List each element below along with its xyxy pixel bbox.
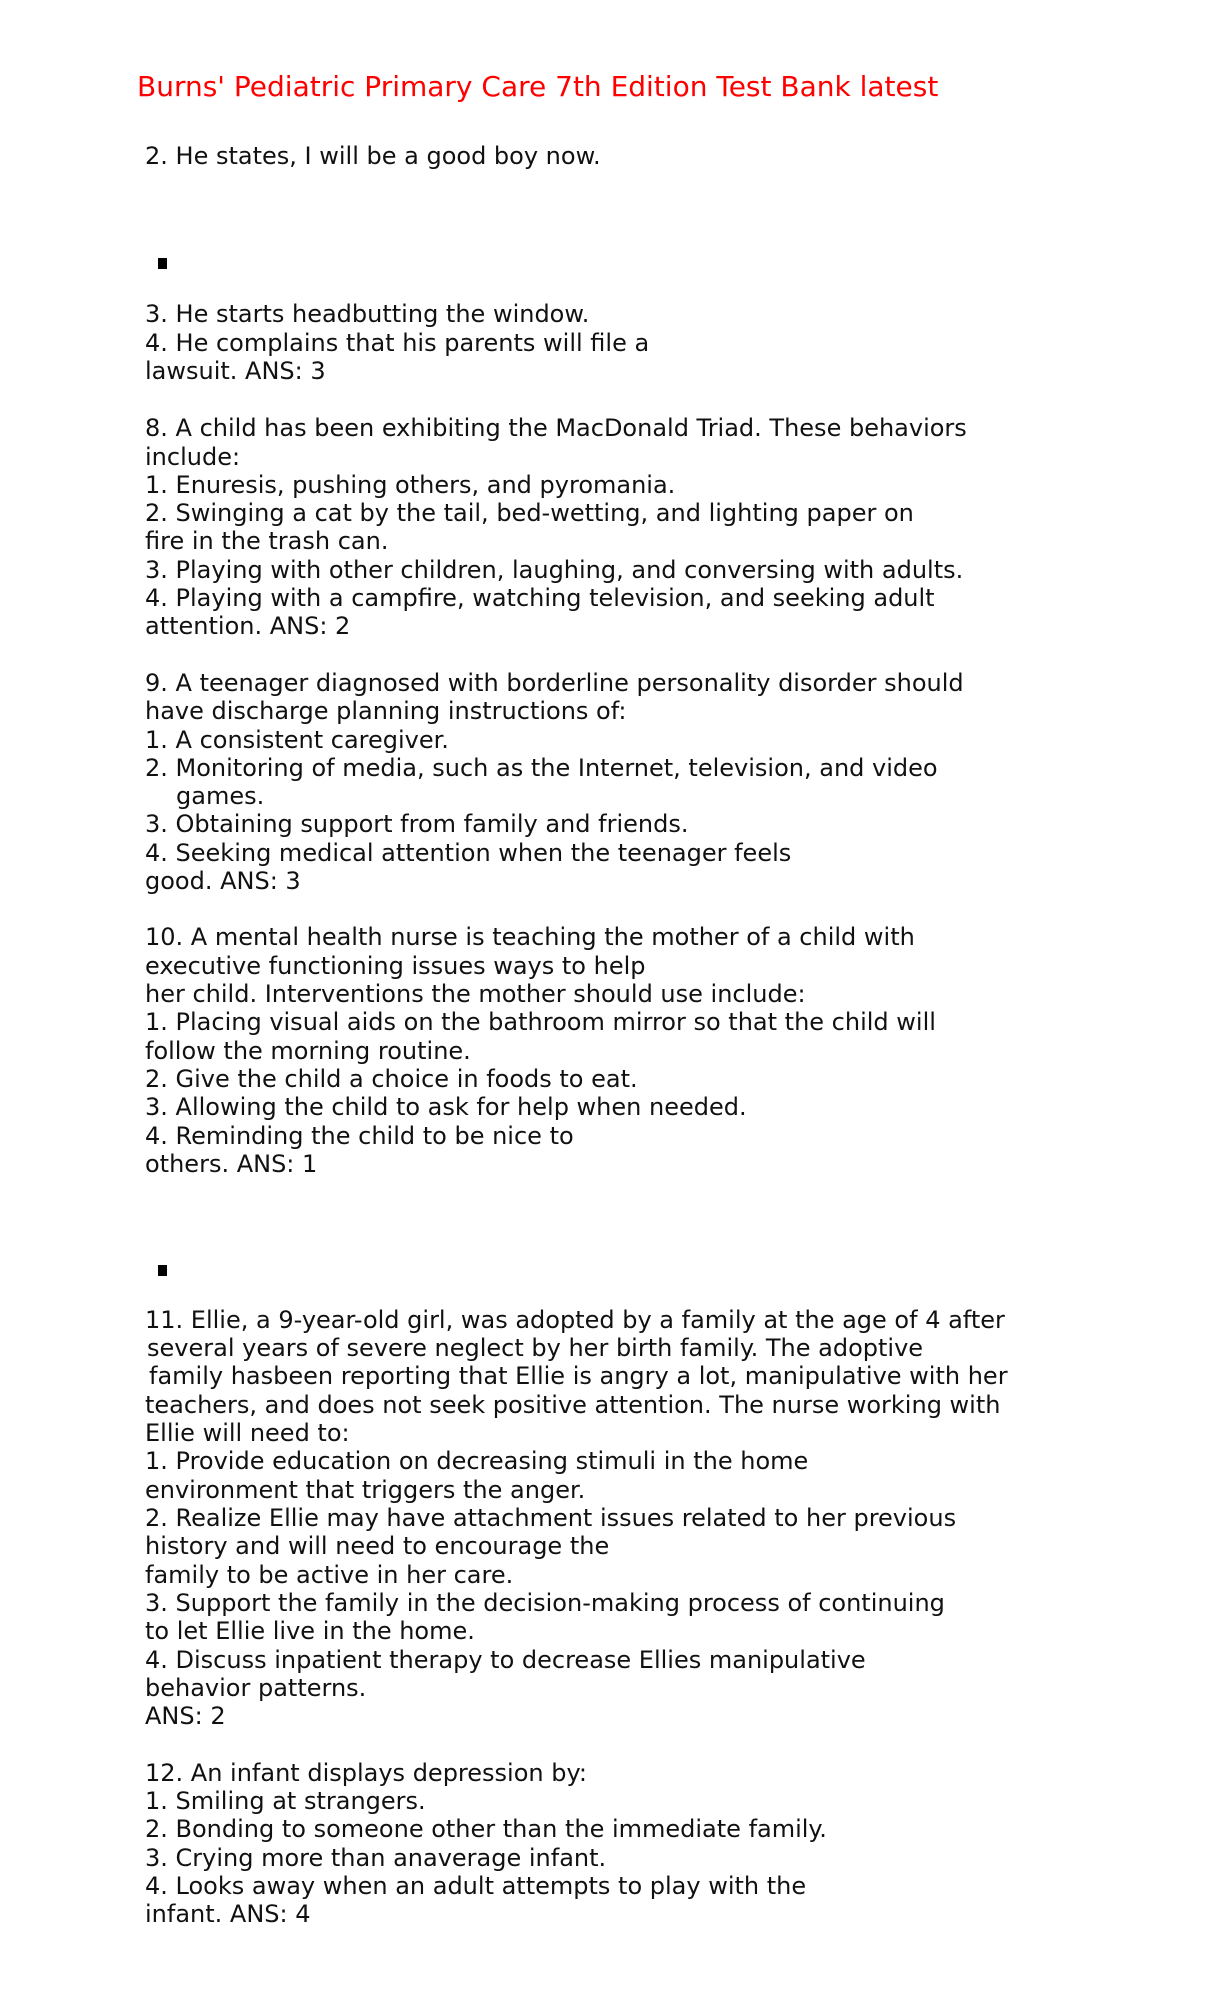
answer-option: 4. Playing with a campfire, watching television, and seeking adult <box>145 584 935 612</box>
answer-option: 3. Playing with other children, laughing, and conversing with adults. <box>145 556 964 584</box>
document-title: Burns' Pediatric Primary Care 7th Edition Test Bank latest <box>137 70 939 103</box>
text-line: family hasbeen reporting that Ellie is angry a lot, manipulative with her <box>149 1362 1008 1390</box>
text-line: 2. He states, I will be a good boy now. <box>145 142 601 170</box>
text-line: have discharge planning instructions of: <box>145 697 627 725</box>
bullet-marker <box>158 258 167 269</box>
text-line: executive functioning issues ways to help <box>145 952 646 980</box>
answer-option: 3. Crying more than anaverage infant. <box>145 1844 607 1872</box>
text-line: teachers, and does not seek positive attention. The nurse working with <box>145 1391 1001 1419</box>
answer-option: 1. Smiling at strangers. <box>145 1787 426 1815</box>
answer-option: 2. Give the child a choice in foods to eat. <box>145 1065 638 1093</box>
question-8: 8. A child has been exhibiting the MacDonald Triad. These behaviors <box>145 414 967 442</box>
answer-option: 3. Allowing the child to ask for help when needed. <box>145 1093 747 1121</box>
answer-option: 2. Bonding to someone other than the immediate family. <box>145 1815 827 1843</box>
question-12: 12. An infant displays depression by: <box>145 1759 588 1787</box>
text-line: include: <box>145 443 241 471</box>
answer-key: others. ANS: 1 <box>145 1150 318 1178</box>
text-line: several years of severe neglect by her birth family. The adoptive <box>147 1334 924 1362</box>
answer-option: 4. Discuss inpatient therapy to decrease Ellies manipulative <box>145 1646 866 1674</box>
question-9: 9. A teenager diagnosed with borderline personality disorder should <box>145 669 964 697</box>
answer-option: 3. Support the family in the decision-making process of continuing <box>145 1589 945 1617</box>
text-line: Ellie will need to: <box>145 1419 350 1447</box>
question-10: 10. A mental health nurse is teaching the mother of a child with <box>145 923 915 951</box>
text-line: her child. Interventions the mother should use include: <box>145 980 806 1008</box>
answer-option: 1. A consistent caregiver. <box>145 726 449 754</box>
answer-option: 4. Reminding the child to be nice to <box>145 1122 574 1150</box>
text-line: games. <box>176 782 265 810</box>
answer-option: 2. Monitoring of media, such as the Internet, television, and video <box>145 754 938 782</box>
answer-key: attention. ANS: 2 <box>145 612 351 640</box>
text-line: 4. He complains that his parents will file a <box>145 329 650 357</box>
answer-option: 1. Enuresis, pushing others, and pyromania. <box>145 471 676 499</box>
text-line: fire in the trash can. <box>145 527 389 555</box>
text-line: lawsuit. ANS: 3 <box>145 357 326 385</box>
answer-option: 1. Provide education on decreasing stimuli in the home <box>145 1447 809 1475</box>
text-line: behavior patterns. <box>145 1674 367 1702</box>
answer-key: good. ANS: 3 <box>145 867 301 895</box>
bullet-marker <box>158 1265 167 1276</box>
text-line: history and will need to encourage the <box>145 1532 610 1560</box>
text-line: 3. He starts headbutting the window. <box>145 300 590 328</box>
answer-option: 1. Placing visual aids on the bathroom mirror so that the child will <box>145 1008 936 1036</box>
text-line: follow the morning routine. <box>145 1037 471 1065</box>
text-line: environment that triggers the anger. <box>145 1476 586 1504</box>
answer-option: 3. Obtaining support from family and friends. <box>145 810 689 838</box>
answer-key: infant. ANS: 4 <box>145 1900 311 1928</box>
answer-option: 2. Realize Ellie may have attachment issues related to her previous <box>145 1504 957 1532</box>
answer-key: ANS: 2 <box>145 1702 226 1730</box>
text-line: to let Ellie live in the home. <box>145 1617 475 1645</box>
answer-option: 4. Looks away when an adult attempts to play with the <box>145 1872 807 1900</box>
answer-option: 4. Seeking medical attention when the teenager feels <box>145 839 792 867</box>
question-11: 11. Ellie, a 9-year-old girl, was adopted by a family at the age of 4 after <box>145 1306 1005 1334</box>
text-line: family to be active in her care. <box>145 1561 514 1589</box>
answer-option: 2. Swinging a cat by the tail, bed-wetting, and lighting paper on <box>145 499 914 527</box>
